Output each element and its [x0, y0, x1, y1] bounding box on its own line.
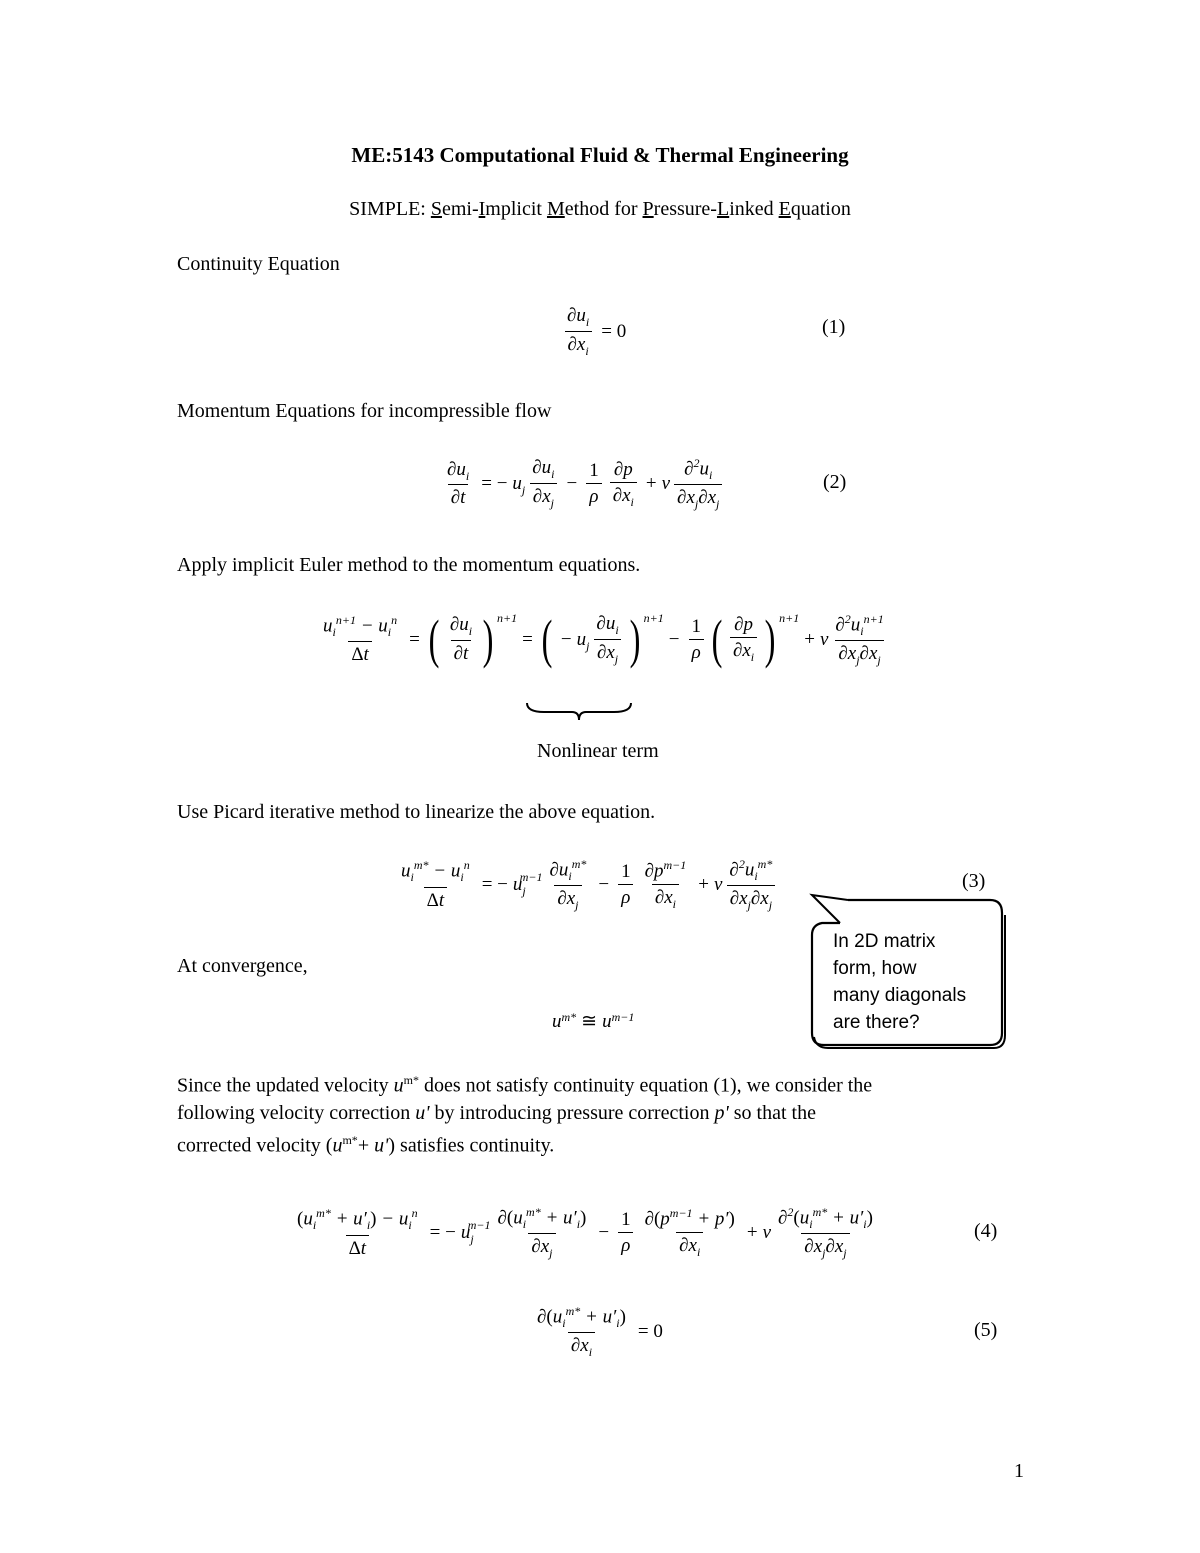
equation-number-2: (2): [823, 471, 847, 493]
equation-5: $\frac{\partial(u_i^{m*} + u'_i)}{\partial x_i}$ = 0: [537, 1304, 663, 1359]
equation-number-3: (3): [962, 870, 986, 892]
symbol-u-prime: u': [415, 1101, 430, 1124]
para-text: does not satisfy continuity equation (1), we consider the: [418, 1074, 873, 1097]
para-text: by introducing pressure correction: [429, 1101, 715, 1124]
para-text: following velocity correction: [177, 1101, 416, 1124]
equation-1: $\frac{\partial u_i}{\partial x_i}$ = 0: [560, 306, 631, 357]
equation-4: $\frac{(u_i^{m*} + u'_i) - u_i^n}{\Delta t}$ = − u $_j$ m−1 $\frac{\partial(u_i^{m*} + u'_i)}{\partial x_j}$ − $\frac{1}{\rho}$ $\frac{\partial(p^{m-1} + p')}{\partial x_i}$ + ν $\frac{\partial^2(u_i^{m*} + u'_i)}{\partial x_j\partial x_j}$: [297, 1205, 873, 1260]
symbol-plus: +: [357, 1134, 375, 1157]
heading-picard: Use Picard iterative method to linearize the above equation.: [177, 801, 656, 823]
subtitle-initial: P: [642, 198, 654, 220]
symbol-u-prime: u': [374, 1134, 389, 1157]
subtitle-text: mplicit: [485, 198, 547, 220]
callout-text: [833, 928, 966, 1036]
equation-number-1: (1): [822, 316, 846, 338]
equation-3: $\frac{u_i^{m*} - u_i^n}{\Delta t}$ = − u $_j$ m−1 $\frac{\partial u_i^{m*}}{\partial x_j}$ − $\frac{1}{\rho}$ $\frac{\partial p^{m-1}}{\partial x_i}$ + ν $\frac{\partial^2u_i^{m*}}{\partial x_j\partial x_j}$: [394, 858, 779, 911]
para-text: so that the: [728, 1101, 816, 1124]
symbol-mstar: m*: [403, 1073, 419, 1087]
page-subtitle: [0, 198, 1200, 221]
equation-euler: $\frac{u_i^{n+1} - u_i^n}{\Delta t}$ = ( $\frac{\partial u_i}{\partial t}$ ) $^{n+1}$ = ( − u $_j$ $\frac{\partial u_i}{\partial x_j}$ ) $^{n+1}$ − $\frac{1}{\rho}$ ( $\frac{\partial p}{\partial x_i}$ ) $^{n+1}$ + ν $\frac{\partial^2u_i^{n+1}}{\partial x_j\partial x_j}$: [323, 609, 884, 669]
para-text: corrected velocity (: [177, 1134, 333, 1157]
label-nonlinear-term: Nonlinear term: [537, 740, 659, 762]
subtitle-initial: E: [778, 198, 791, 220]
subtitle-initial: L: [716, 198, 730, 220]
callout-line: In 2D matrix: [833, 931, 936, 952]
subtitle-initial: S: [430, 198, 442, 220]
symbol-u: u: [393, 1074, 404, 1097]
equation-number-4: (4): [974, 1220, 998, 1242]
subtitle-text: SIMPLE:: [349, 198, 431, 220]
equation-number-5: (5): [974, 1319, 998, 1341]
equation-convergence: u $^{m*}$ ≅ u $^{m-1}$: [552, 1009, 635, 1032]
heading-convergence: At convergence,: [177, 955, 308, 977]
para-text: ) satisfies continuity.: [388, 1134, 555, 1157]
subtitle-initial: I: [478, 198, 486, 220]
symbol-p-prime: p': [714, 1101, 729, 1124]
heading-momentum: Momentum Equations for incompressible flow: [177, 400, 552, 422]
symbol-u: u: [332, 1134, 343, 1157]
underbrace-icon: [524, 700, 634, 722]
subtitle-text: emi-: [441, 198, 479, 220]
subtitle-initial: M: [546, 198, 565, 220]
subtitle-text: ressure-: [653, 198, 717, 220]
page-title: ME:5143 Computational Fluid & Thermal Engineering: [351, 143, 849, 167]
correction-paragraph: [177, 1067, 1017, 1159]
para-text: Since the updated velocity: [177, 1074, 394, 1097]
page-number: 1: [1014, 1460, 1024, 1482]
subtitle-text: quation: [790, 198, 851, 220]
symbol-mstar: m*: [342, 1132, 358, 1147]
heading-continuity: Continuity Equation: [177, 253, 340, 275]
subtitle-text: inked: [729, 198, 779, 220]
callout-line: form, how: [833, 958, 917, 979]
callout-line: are there?: [833, 1012, 920, 1033]
equation-2: $\frac{\partial u_i}{\partial t}$ = − u $_j$ $\frac{\partial u_i}{\partial x_j}$ − $\frac{1}{\rho}$ $\frac{\partial p}{\partial x_i}$ + ν $\frac{\partial^2u_i}{\partial x_j\partial x_j}$: [440, 457, 726, 510]
callout-line: many diagonals: [833, 985, 967, 1006]
heading-euler: Apply implicit Euler method to the momentum equations.: [177, 554, 641, 576]
subtitle-text: ethod for: [564, 198, 643, 220]
